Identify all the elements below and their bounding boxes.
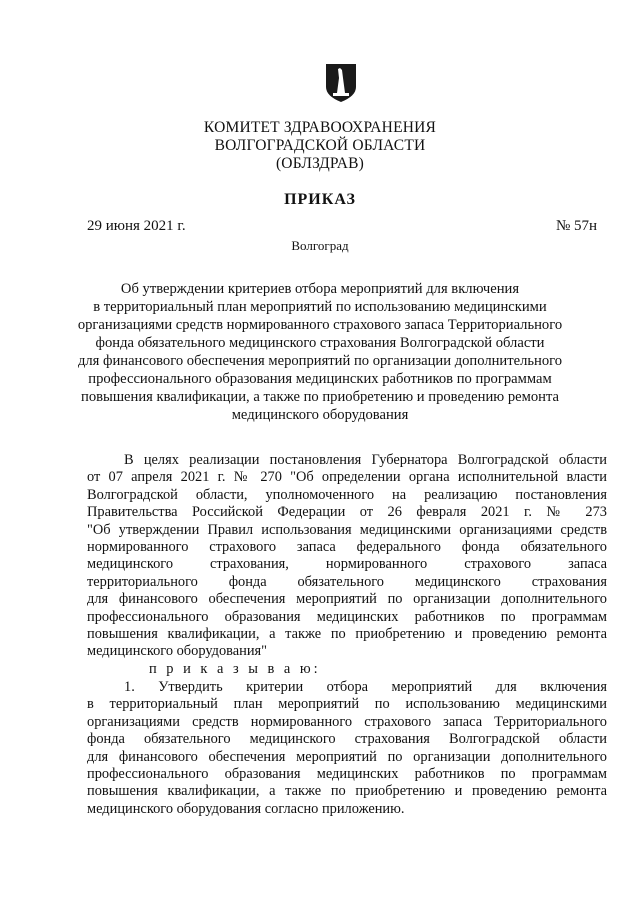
document-title	[0, 280, 640, 424]
preamble-line: Волгоградской области, уполномоченного на реализацию постановления	[87, 486, 607, 503]
document-number: № 57н	[556, 218, 598, 234]
preamble-line: профессионального образования медицинских работников по программам	[87, 608, 607, 625]
preamble-line: медицинского страхования, нормированного страхового запаса	[87, 556, 607, 573]
item-line: фонда обязательного медицинского страхования Волгоградской области	[87, 731, 607, 748]
title-line: профессионального образования медицинских работников по программам	[88, 371, 552, 387]
preamble-line: медицинского оборудования"	[87, 643, 268, 660]
preamble-line: для финансового обеспечения мероприятий по организации дополнительного	[87, 591, 607, 608]
document-date: 29 июня 2021 г.	[87, 218, 186, 234]
item-line: 1. Утвердить критерии отбора мероприятий для включения	[124, 679, 607, 695]
preamble-line: территориального фонда обязательного медицинского страхования	[87, 573, 607, 590]
item-line: медицинского оборудования согласно приложению.	[87, 800, 405, 817]
title-line: повышения квалификации, а также по приобретению и проведению ремонта	[81, 389, 559, 405]
preamble-line: от 07 апреля 2021 г. № 270 "Об определении органа исполнительной власти	[87, 469, 607, 486]
item-line: для финансового обеспечения мероприятий по организации дополнительного	[87, 748, 607, 765]
title-line: в территориальный план мероприятий по использованию медицинскими	[93, 299, 547, 315]
title-line: фонда обязательного медицинского страхования Волгоградской области	[95, 335, 545, 351]
preamble-line: нормированного страхового запаса федерального фонда обязательного	[87, 539, 607, 556]
preamble-paragraph	[87, 452, 607, 661]
org-name-line2: ВОЛГОГРАДСКОЙ ОБЛАСТИ	[214, 137, 426, 154]
volgograd-emblem-icon	[325, 63, 357, 103]
org-name-line1: КОМИТЕТ ЗДРАВООХРАНЕНИЯ	[203, 119, 437, 136]
document-city: Волгоград	[291, 238, 349, 253]
item-line: в территориальный план мероприятий по использованию медицинскими	[87, 696, 607, 713]
preamble-line: Правительства Российской Федерации от 26 февраля 2021 г. № 273	[87, 504, 607, 521]
order-word: п р и к а з ы в а ю:	[149, 661, 321, 677]
preamble-line: В целях реализации постановления Губернатора Волгоградской области	[124, 452, 607, 468]
preamble-line: повышения квалификации, а также по приобретению и проведению ремонта	[87, 626, 607, 643]
item-1-paragraph	[87, 679, 607, 818]
title-line: для финансового обеспечения мероприятий по организации дополнительного	[77, 353, 563, 369]
title-line: организациями средств нормированного страхового запаса Территориального	[77, 317, 563, 333]
document-type: ПРИКАЗ	[284, 191, 356, 208]
item-line: профессионального образования медицинских работников по программам	[87, 766, 607, 783]
title-line: медицинского оборудования	[231, 407, 409, 423]
preamble-line: "Об утверждении Правил использования медицинскими организациями средств	[87, 521, 607, 538]
order-directive	[87, 661, 607, 678]
title-line: Об утверждении критериев отбора мероприятий для включения	[120, 281, 520, 297]
item-line: организациями средств нормированного страхового запаса Территориального	[87, 713, 607, 730]
org-name-line3: (ОБЛЗДРАВ)	[275, 155, 365, 172]
item-line: повышения квалификации, а также по приобретению и проведению ремонта	[87, 783, 607, 800]
